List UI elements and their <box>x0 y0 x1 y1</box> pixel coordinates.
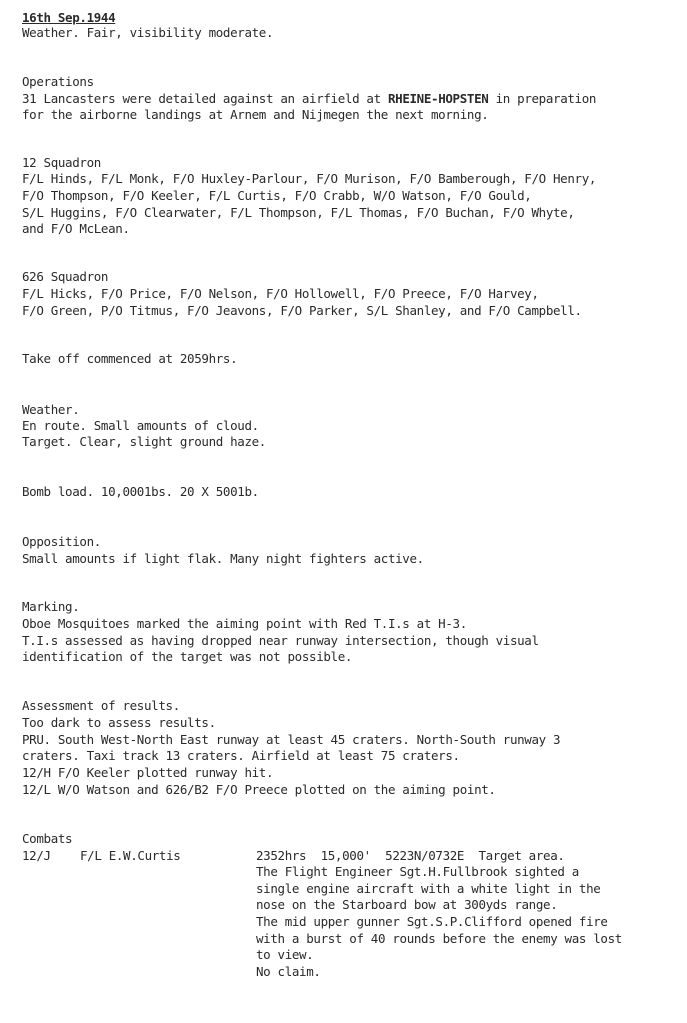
combat-line: single engine aircraft with a white light in the <box>256 881 601 896</box>
combat-line: with a burst of 40 rounds before the enemy was lost <box>256 931 622 946</box>
combat-line: No claim. <box>256 964 321 979</box>
squadron-12-line: F/L Hinds, F/L Monk, F/O Huxley-Parlour, F/O Murison, F/O Bamberough, F/O Henry, <box>22 171 597 186</box>
weather-line: En route. Small amounts of cloud. <box>22 418 259 433</box>
entry-date: 16th Sep.1944 <box>22 10 116 25</box>
marking-heading: Marking. <box>22 599 80 614</box>
assessment-line: Too dark to assess results. <box>22 715 216 730</box>
combat-line: The Flight Engineer Sgt.H.Fullbrook sighted a <box>256 864 579 879</box>
combat-line: The mid upper gunner Sgt.S.P.Clifford opened fire <box>256 914 608 929</box>
operations-line-1-pre: 31 Lancasters were detailed against an airfield at <box>22 91 388 106</box>
takeoff-time: Take off commenced at 2059hrs. <box>22 351 238 366</box>
combat-line: nose on the Starboard bow at 300yds range. <box>256 897 558 912</box>
assessment-heading: Assessment of results. <box>22 698 180 713</box>
squadron-626-line: F/O Green, P/O Titmus, F/O Jeavons, F/O Parker, S/L Shanley, and F/O Campbell. <box>22 303 582 318</box>
marking-line: T.I.s assessed as having dropped near runway intersection, though visual <box>22 633 539 648</box>
marking-line: identification of the target was not possible. <box>22 649 353 664</box>
marking-line: Oboe Mosquitoes marked the aiming point with Red T.I.s at H-3. <box>22 616 467 631</box>
weather-heading: Weather. <box>22 402 80 417</box>
squadron-626-heading: 626 Squadron <box>22 269 109 284</box>
operations-heading: Operations <box>22 74 94 89</box>
assessment-line: craters. Taxi track 13 craters. Airfield at least 75 craters. <box>22 748 460 763</box>
operations-target: RHEINE-HOPSTEN <box>387 91 489 106</box>
combat-pilot: F/L E.W.Curtis <box>80 848 181 863</box>
combats-heading: Combats <box>22 831 73 846</box>
squadron-12-line: F/O Thompson, F/O Keeler, F/L Curtis, F/O Crabb, W/O Watson, F/O Gould, <box>22 188 532 203</box>
combat-line: 2352hrs 15,000' 5223N/0732E Target area. <box>256 848 565 863</box>
operations-line-1 <box>22 91 596 108</box>
operations-line-2: for the airborne landings at Arnem and Nijmegen the next morning. <box>22 107 489 122</box>
opposition-line: Small amounts if light flak. Many night fighters active. <box>22 551 424 566</box>
weather-line: Target. Clear, slight ground haze. <box>22 434 266 449</box>
squadron-12-heading: 12 Squadron <box>22 155 101 170</box>
squadron-12-line: and F/O McLean. <box>22 221 130 236</box>
assessment-line: 12/H F/O Keeler plotted runway hit. <box>22 765 274 780</box>
weather-summary: Weather. Fair, visibility moderate. <box>22 25 274 40</box>
combat-aircraft-code: 12/J <box>22 848 51 863</box>
operations-line-1-post: in preparation <box>488 91 597 106</box>
squadron-626-line: F/L Hicks, F/O Price, F/O Nelson, F/O Hollowell, F/O Preece, F/O Harvey, <box>22 286 539 301</box>
combat-line: to view. <box>256 947 314 962</box>
assessment-line: PRU. South West-North East runway at least 45 craters. North-South runway 3 <box>22 732 561 747</box>
opposition-heading: Opposition. <box>22 534 101 549</box>
bomb-load: Bomb load. 10,0001bs. 20 X 5001b. <box>22 484 259 499</box>
assessment-line: 12/L W/O Watson and 626/B2 F/O Preece plotted on the aiming point. <box>22 782 496 797</box>
squadron-12-line: S/L Huggins, F/O Clearwater, F/L Thompson, F/L Thomas, F/O Buchan, F/O Whyte, <box>22 205 575 220</box>
